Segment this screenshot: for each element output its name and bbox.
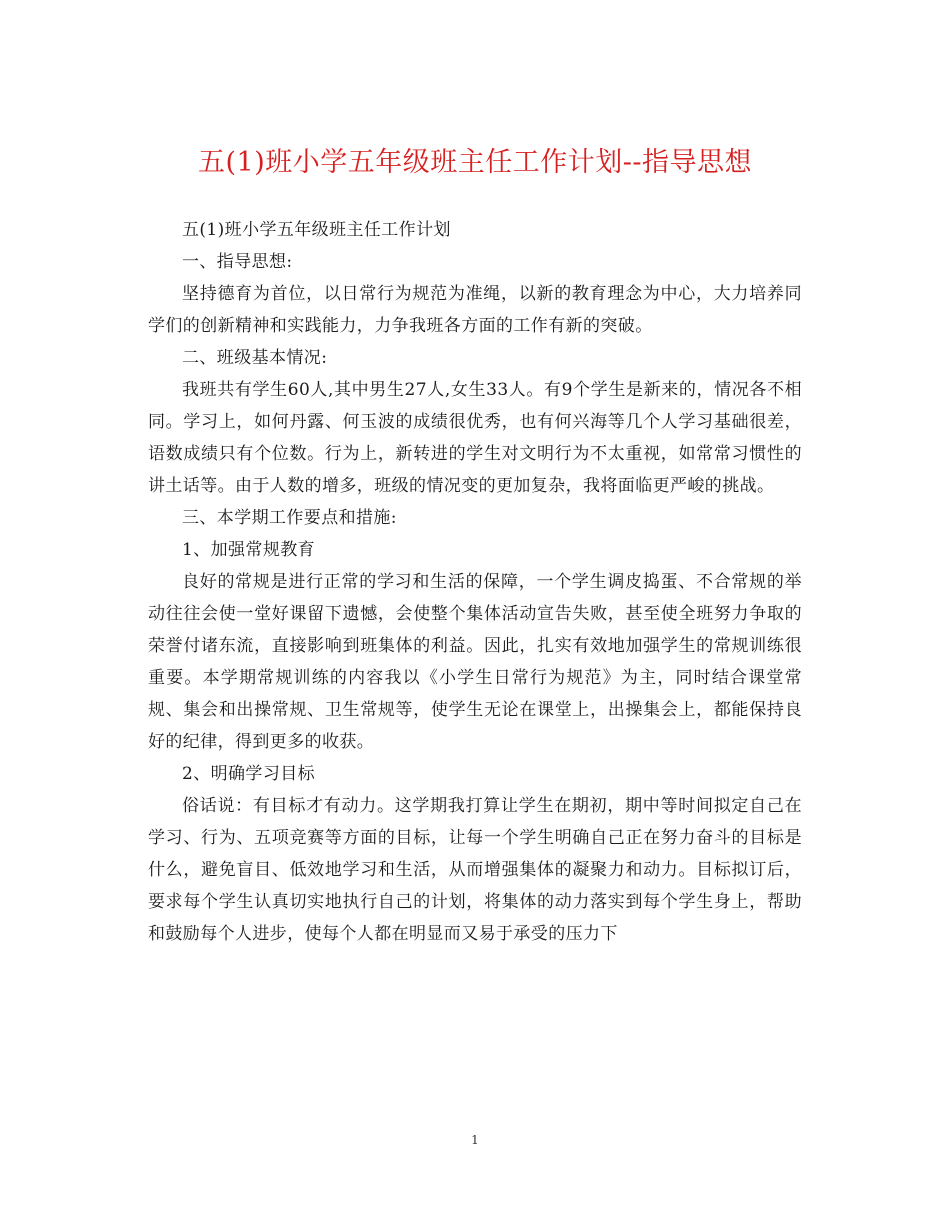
body-paragraph: 坚持德育为首位，以日常行为规范为准绳，以新的教育理念为中心，大力培养同学们的创新精神和实践能力，力争我班各方面的工作有新的突破。	[148, 284, 802, 336]
section-heading-work-points: 三、本学期工作要点和措施:	[182, 508, 397, 528]
section-heading-class-situation: 二、班级基本情况:	[182, 348, 328, 368]
subtitle-paragraph: 五(1)班小学五年级班主任工作计划	[182, 220, 451, 240]
page-number: 1	[471, 1133, 479, 1147]
body-paragraph: 俗话说：有目标才有动力。这学期我打算让学生在期初，期中等时间拟定自己在学习、行为、五项竞赛等方面的目标，让每一个学生明确自己正在努力奋斗的目标是什么，避免盲目、低效地学习和生活，从而增强集体的凝聚力和动力。目标拟订后，要求每个学生认真切实地执行自己的计划，将集体的动力落实到每个学生身上，帮助和鼓励每个人进步，使每个人都在明显而又易于承受的压力下	[148, 796, 802, 944]
document-title: 五(1)班小学五年级班主任工作计划--指导思想	[198, 147, 752, 178]
subsection-heading-routine-education: 1、加强常规教育	[182, 540, 316, 560]
body-paragraph: 良好的常规是进行正常的学习和生活的保障，一个学生调皮捣蛋、不合常规的举动往往会使一堂好课留下遗憾，会使整个集体活动宣告失败，甚至使全班努力争取的荣誉付诸东流，直接影响到班集体的利益。因此，扎实有效地加强学生的常规训练很重要。本学期常规训练的内容我以《小学生日常行为规范》为主，同时结合课堂常规、集会和出操常规、卫生常规等，使学生无论在课堂上，出操集会上，都能保持良好的纪律，得到更多的收获。	[148, 572, 802, 752]
section-heading-guiding-thought: 一、指导思想:	[182, 252, 293, 272]
subsection-heading-learning-goals: 2、明确学习目标	[182, 764, 316, 784]
body-paragraph: 我班共有学生60人,其中男生27人,女生33人。有9个学生是新来的，情况各不相同。学习上，如何丹露、何玉波的成绩很优秀，也有何兴海等几个人学习基础很差，语数成绩只有个位数。行为上，新转进的学生对文明行为不太重视，如常常习惯性的讲土话等。由于人数的增多，班级的情况变的更加复杂，我将面临更严峻的挑战。	[148, 380, 802, 496]
